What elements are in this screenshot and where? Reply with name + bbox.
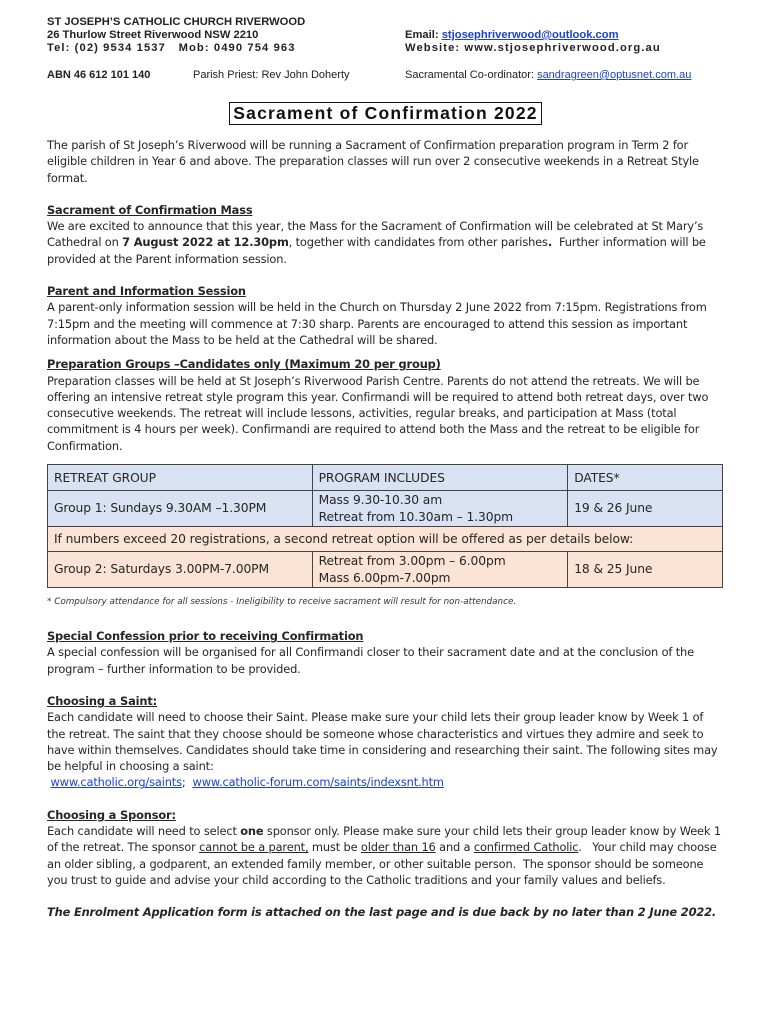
group-1-name: Group 1: Sundays 9.30AM –1.30PM: [48, 491, 313, 527]
table-header-cell: DATES*: [568, 465, 723, 491]
confession-text: A special confession will be organised for all Confirmandi closer to their sacrament date and at the conclusion of the program – further information to be provided.: [47, 645, 694, 676]
parent-session-section: [47, 283, 724, 348]
parent-session-heading: Parent and Information Session: [47, 284, 246, 299]
catholic-forum-link[interactable]: www.catholic-forum.com/saints/indexsnt.htm: [192, 775, 444, 790]
saint-links: www.catholic.org/saints; www.catholic-forum.com/saints/indexsnt.htm: [50, 775, 444, 790]
group-2-program: Retreat from 3.00pm – 6.00pm Mass 6.00pm-7.00pm: [312, 552, 568, 588]
document-body: [47, 137, 724, 454]
mass-section: [47, 202, 724, 267]
sponsor-text: Each candidate will need to select one sponsor only. Please make sure your child lets their group leader know by Week 1 of the retreat. The sponsor cannot be a parent, must be older than 16 and a confirmed Catholic. Your child may choose an older sibling, a godparent, an extended family member, or other suitable person. The sponsor should be someone you trust to guide and advise your child according to the Catholic traditions and your family values and beliefs.: [47, 824, 721, 887]
page-title: Sacrament of Confirmation 2022: [229, 102, 541, 125]
confession-section: [47, 628, 724, 677]
group-2-name: Group 2: Saturdays 3.00PM-7.00PM: [48, 552, 313, 588]
mass-text: We are excited to announce that this year, the Mass for the Sacrament of Confirmation will be celebrated at St Mary’s Cathedral on 7 August 2022 at 12.30pm, together with candidates from other parishes. Further information will be provided at the Parent information session.: [47, 219, 710, 266]
website-line: Website: www.stjosephriverwood.org.au: [405, 42, 661, 54]
org-name: ST JOSEPH’S CATHOLIC CHURCH RIVERWOOD: [47, 16, 306, 28]
table-footnote: * Compulsory attendance for all sessions - Ineligibility to receive sacrament will result for non-attendance.: [47, 597, 517, 608]
saint-section: [47, 693, 724, 791]
group-2-dates: 18 & 25 June: [568, 552, 723, 588]
intro-paragraph: The parish of St Joseph’s Riverwood will be running a Sacrament of Confirmation preparation program in Term 2 for eligible children in Year 6 and above. The preparation classes will run over 2 consecutive weekends in a Retreat Style format.: [47, 138, 699, 185]
retreat-table: [47, 464, 723, 588]
email-line: Email: stjosephriverwood@outlook.com: [405, 29, 619, 41]
phone-line: Tel: (02) 9534 1537 Mob: 0490 754 963: [47, 42, 296, 54]
org-address: 26 Thurlow Street Riverwood NSW 2210: [47, 29, 259, 41]
mass-heading: Sacrament of Confirmation Mass: [47, 202, 253, 217]
preparation-heading: Preparation Groups –Candidates only (Maximum 20 per group): [47, 357, 441, 372]
group-1-dates: 19 & 26 June: [568, 491, 723, 527]
catholic-org-link[interactable]: www.catholic.org/saints: [50, 775, 182, 790]
table-row-group-2: [48, 552, 723, 588]
coordinator: Sacramental Co-ordinator: sandragreen@optusnet.com.au: [405, 69, 692, 81]
letterhead: [47, 16, 724, 82]
mass-date: 7 August 2022 at 12.30pm: [122, 235, 289, 250]
parish-priest: Parish Priest: Rev John Doherty: [193, 69, 350, 81]
table-header-row: [48, 465, 723, 491]
enrolment-notice: The Enrolment Application form is attached on the last page and is due back by no later than 2 June 2022.: [47, 905, 717, 920]
table-row-group-1: [48, 491, 723, 527]
table-header-cell: PROGRAM INCLUDES: [312, 465, 568, 491]
abn: ABN 46 612 101 140: [47, 69, 151, 81]
parent-session-text: A parent-only information session will be held in the Church on Thursday 2 June 2022 from 7:15pm. Registrations from 7:15pm and the meeting will commence at 7:30 sharp. Parents are encouraged to attend this session as important information about the Mass to be held at the Cathedral will be shared.: [47, 300, 707, 347]
confession-heading: Special Confession prior to receiving Confirmation: [47, 629, 364, 644]
coordinator-email-link[interactable]: sandragreen@optusnet.com.au: [537, 69, 692, 81]
saint-text: Each candidate will need to choose their Saint. Please make sure your child lets their group leader know by Week 1 of the retreat. The saint that they choose should be someone whose characteristics and virtues they admire and seek to have within themselves. Candidates should take time in considering and researching their saint. The following sites may be helpful in choosing a saint:: [47, 710, 718, 774]
preparation-section: [47, 356, 724, 454]
preparation-text: Preparation classes will be held at St Joseph’s Riverwood Parish Centre. Parents do not attend the retreats. We will be offering an intensive retreat style program this year. Confirmandi will be required to attend both retreat days, over two consecutive weekends. The retreat will include lessons, activities, regular breaks, and participation at Mass (total commitment is 4 hours per week). Confirmandi are required to attend both the Mass and the retreat to be eligible for Confirmation.: [47, 373, 709, 453]
table-notice: If numbers exceed 20 registrations, a second retreat option will be offered as per details below:: [48, 527, 723, 552]
sponsor-section: [47, 807, 724, 888]
table-notice-row: [48, 527, 723, 552]
document-body-lower: [47, 628, 724, 920]
sponsor-heading: Choosing a Sponsor:: [47, 807, 176, 822]
table-header-cell: RETREAT GROUP: [48, 465, 313, 491]
group-1-program: Mass 9.30-10.30 am Retreat from 10.30am – 1.30pm: [312, 491, 568, 527]
saint-heading: Choosing a Saint:: [47, 693, 158, 708]
email-link[interactable]: stjosephriverwood@outlook.com: [441, 29, 619, 41]
